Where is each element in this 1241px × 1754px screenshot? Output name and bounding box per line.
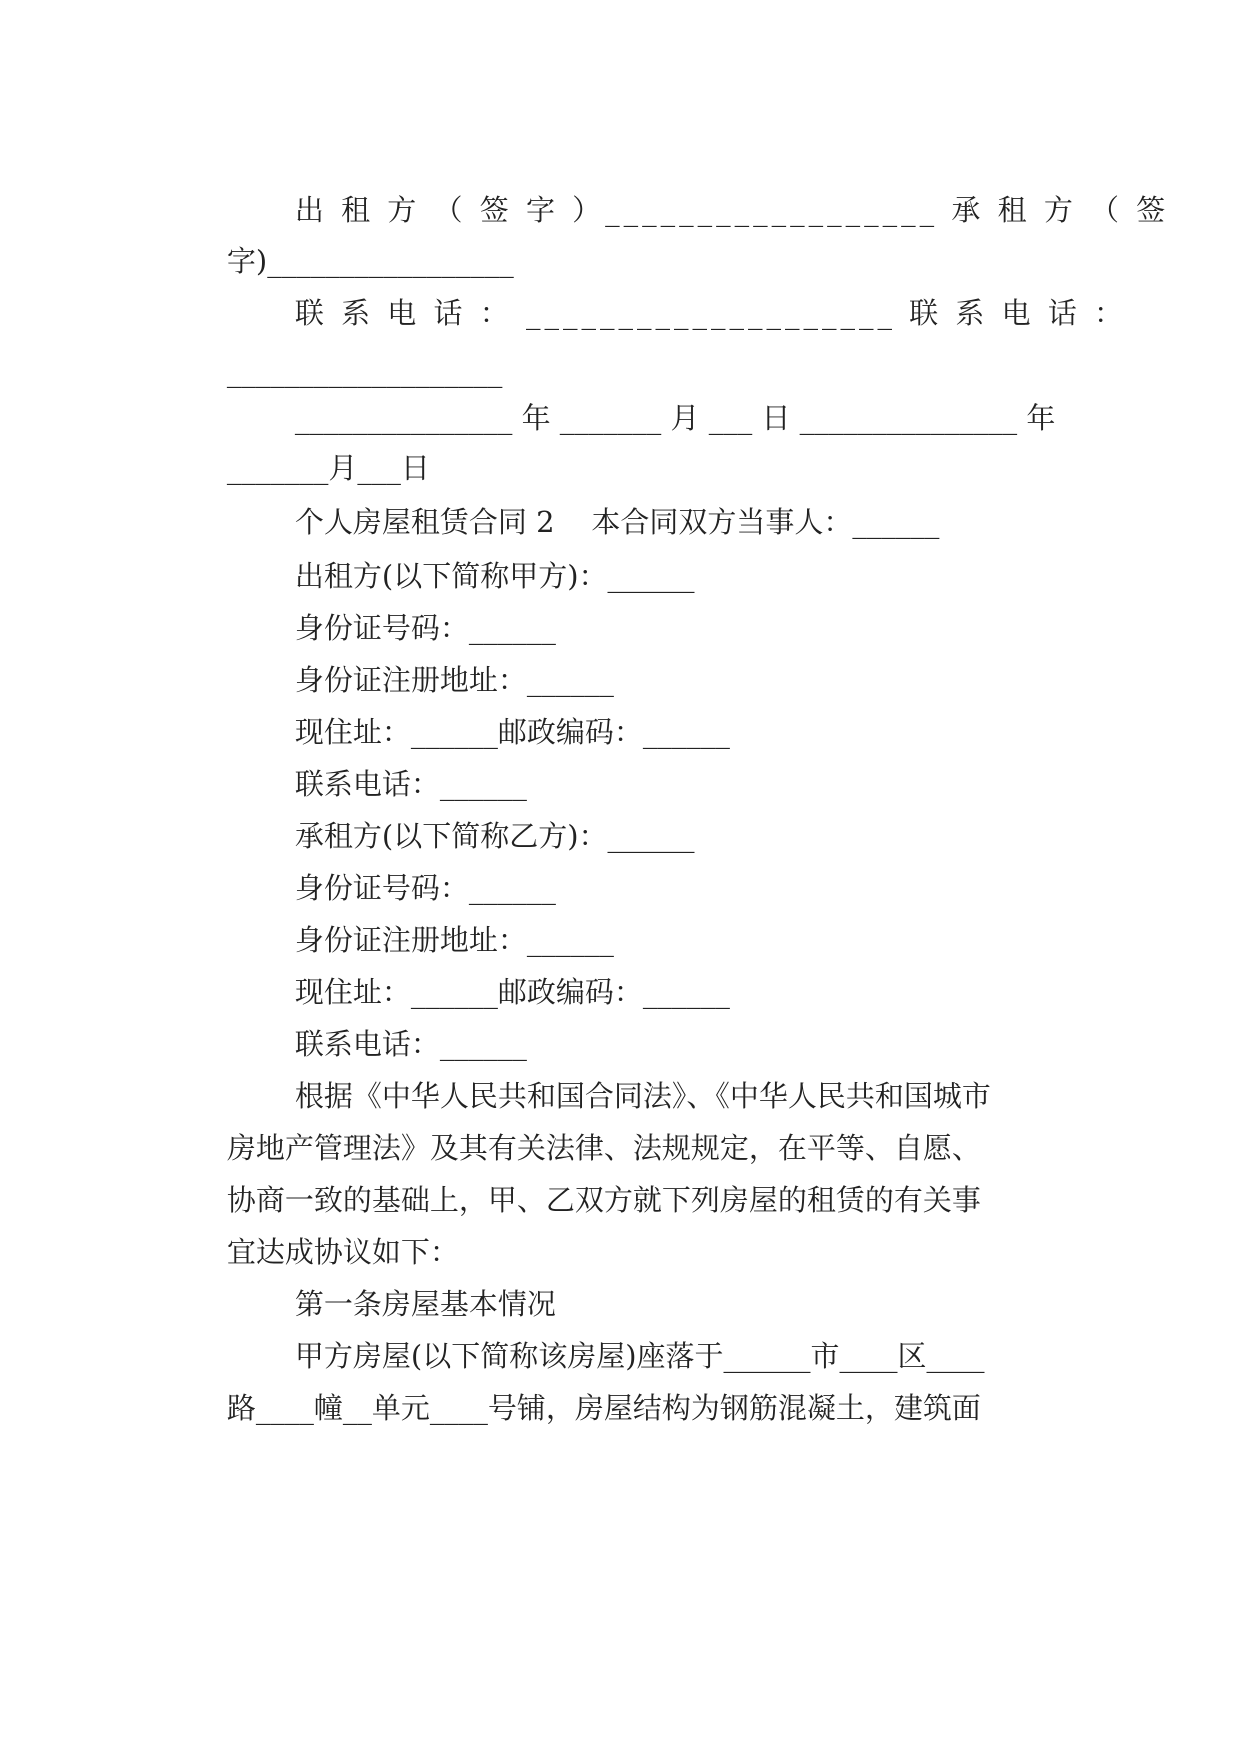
lessee-phone-text: 联系电话：______ [294, 1027, 527, 1061]
legal-basis-text-3: 协商一致的基础上，甲、乙双方就下列房屋的租赁的有关事 [226, 1183, 981, 1217]
lessor-phone-text: 联系电话：______ [294, 767, 527, 801]
lessor-registered-address-text: 身份证注册地址：______ [294, 663, 614, 697]
lessee-party-text: 承租方(以下简称乙方)：______ [294, 819, 695, 853]
property-location-line-2 [0, 1348, 1241, 1468]
signature-line-1-text: 出 租 方 （ 签 字 ）__________________ 承 租 方 （ 签 [294, 193, 1170, 227]
lessor-current-address-text: 现住址：______邮政编码：______ [294, 715, 730, 749]
lessee-current-address-text: 现住址：______邮政编码：______ [294, 975, 730, 1009]
date-line-2-text: _______月___日 [226, 451, 430, 485]
contract-title-text: 个人房屋租赁合同 2 本合同双方当事人：______ [294, 505, 940, 539]
phone-line-2-text: ___________________ [226, 354, 503, 388]
property-location-text-2: 路____幢__单元____号铺，房屋结构为钢筋混凝土，建筑面 [226, 1391, 981, 1425]
lessor-id-number-text: 身份证号码：______ [294, 611, 556, 645]
article-1-heading-text: 第一条房屋基本情况 [294, 1287, 556, 1321]
phone-line-1-text: 联 系 电 话 ： ____________________ 联 系 电 话 ： [294, 296, 1128, 330]
lessee-id-number-text: 身份证号码：______ [294, 871, 556, 905]
legal-basis-text-1: 根据《中华人民共和国合同法》、《中华人民共和国城市 [294, 1079, 991, 1113]
lessor-party-text: 出租方(以下简称甲方)：______ [294, 559, 695, 593]
lessee-registered-address-text: 身份证注册地址：______ [294, 923, 614, 957]
legal-basis-text-4: 宜达成协议如下： [226, 1235, 459, 1269]
signature-line-2-text: 字)_________________ [226, 244, 514, 278]
legal-basis-text-2: 房地产管理法》及其有关法律、法规规定，在平等、自愿、 [226, 1131, 981, 1165]
property-location-text-1: 甲方房屋(以下简称该房屋)座落于______市____区____ [294, 1339, 985, 1373]
date-line-1-text: _______________ 年 _______ 月 ___ 日 _______________ 年 [294, 401, 1056, 435]
